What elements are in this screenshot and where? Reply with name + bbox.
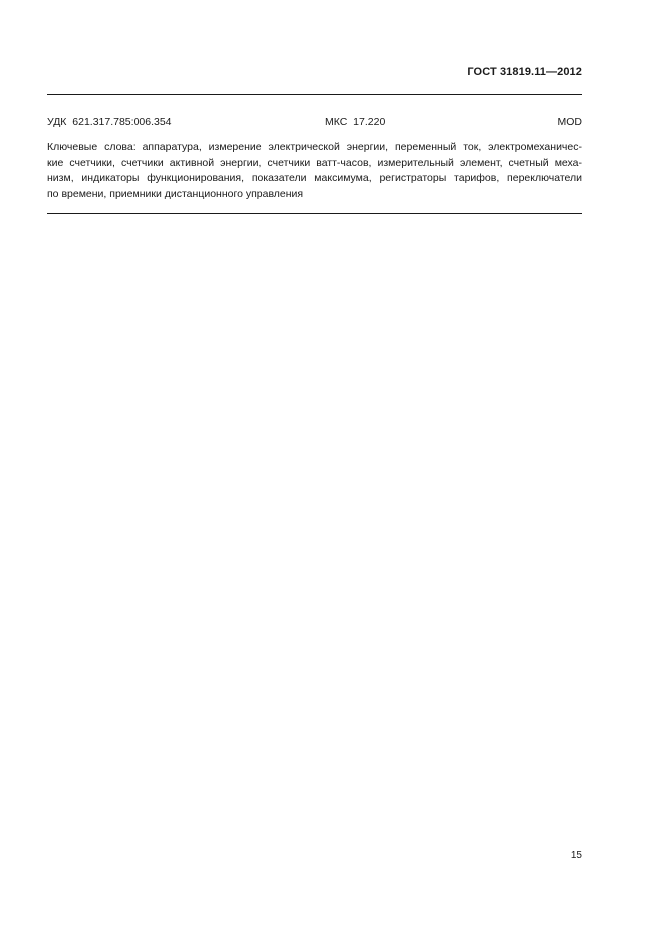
- top-divider: [47, 94, 582, 95]
- modification-mark: MOD: [557, 116, 582, 128]
- keywords-paragraph: [47, 140, 582, 202]
- keywords-line: по времени, приемники дистанционного управления: [47, 187, 304, 200]
- document-code: ГОСТ 31819.11—2012: [467, 66, 582, 78]
- bottom-divider: [47, 213, 582, 214]
- keywords-line: низм, индикаторы функционирования, показатели максимума, регистраторы тарифов, переключатели: [47, 172, 582, 184]
- keywords-line: кие счетчики, счетчики активной энергии, счетчики ватт-часов, измерительный элемент, счетный меха-: [47, 156, 582, 169]
- keywords-line: Ключевые слова: аппаратура, измерение электрической энергии, переменный ток, электромеханичес-: [47, 141, 582, 153]
- page-number: 15: [570, 850, 582, 861]
- classification-row: [47, 116, 582, 130]
- mks-code: МКС 17.220: [325, 116, 386, 128]
- udk-code: УДК 621.317.785:006.354: [47, 116, 172, 128]
